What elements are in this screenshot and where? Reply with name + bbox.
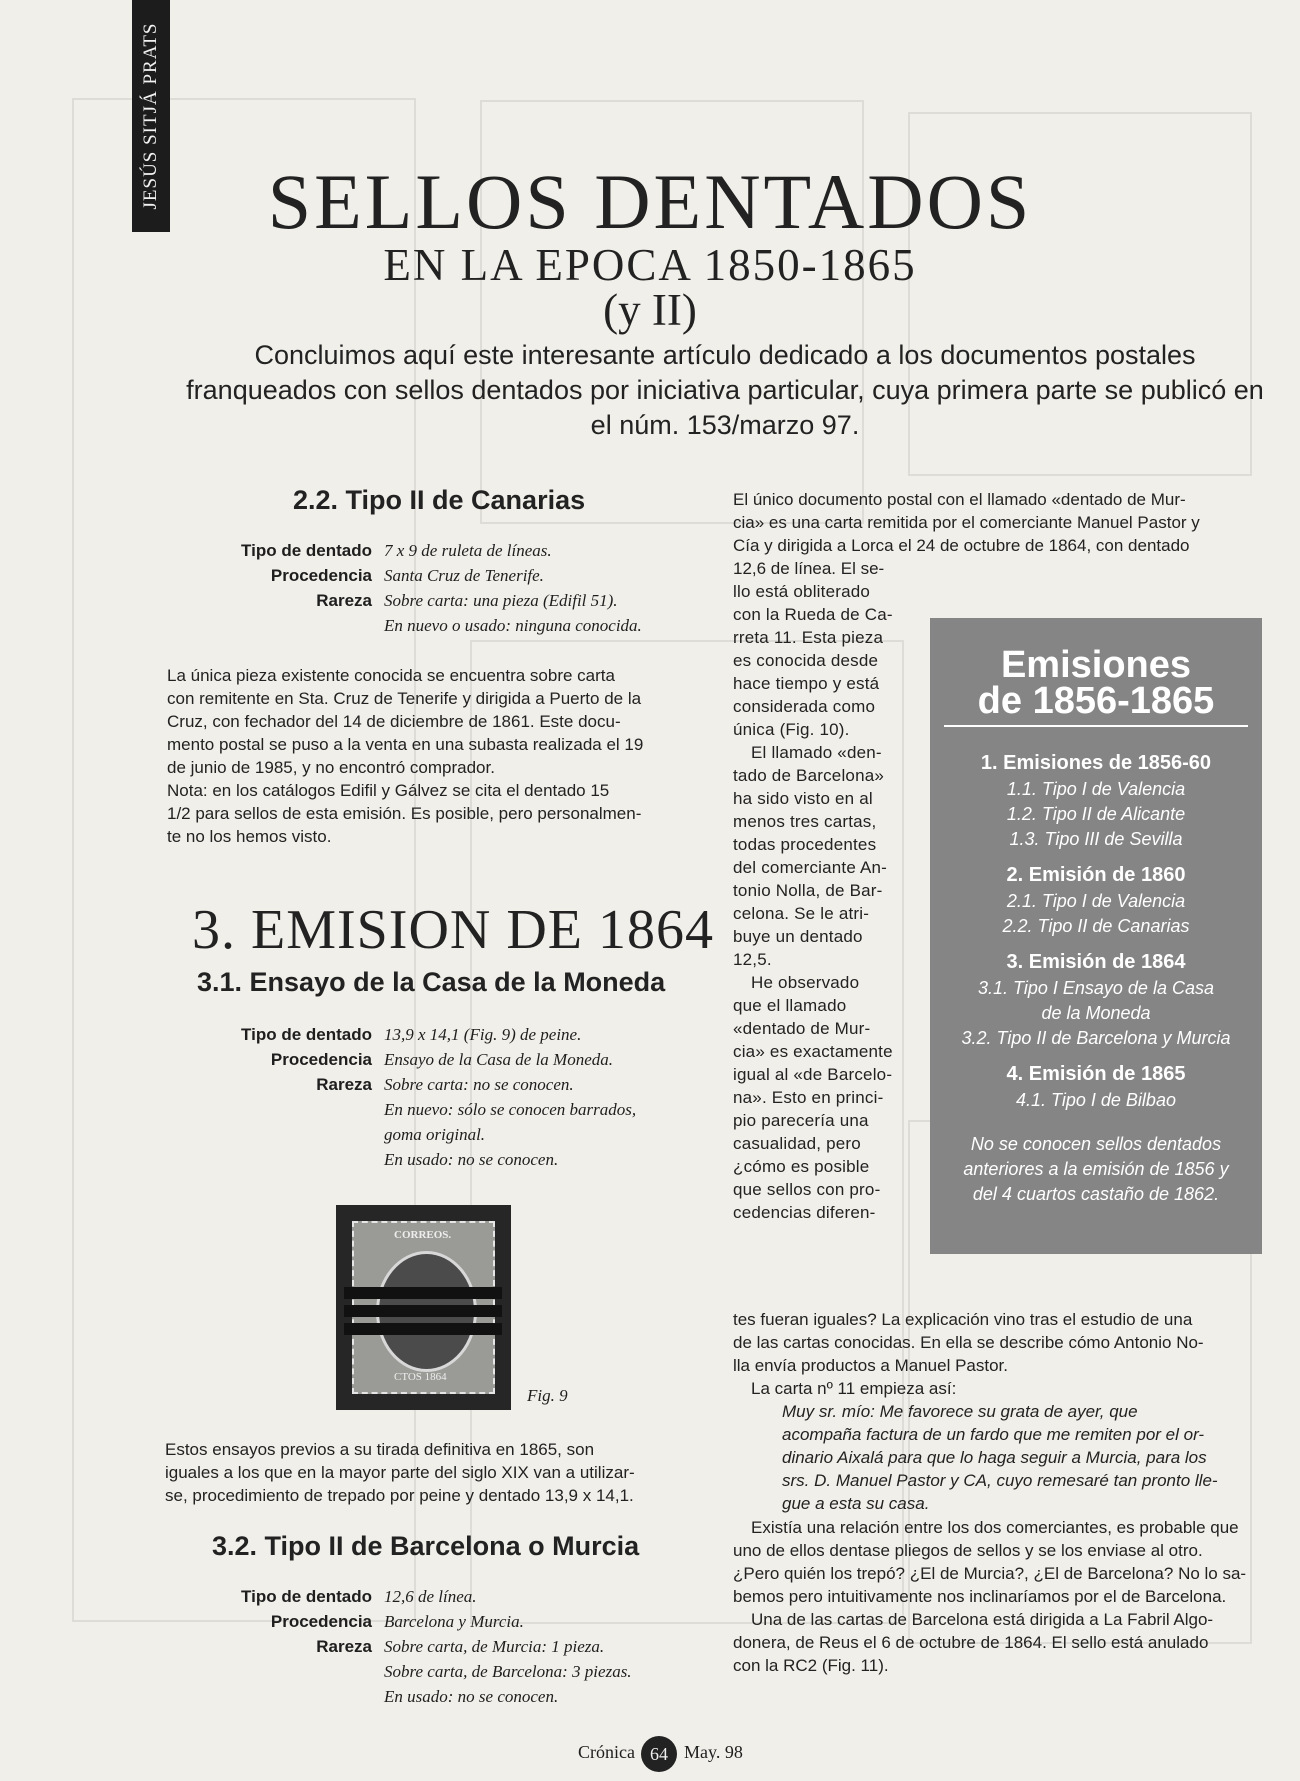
spec-row [172, 1122, 672, 1147]
text-line: He observado [751, 973, 860, 992]
article-title: SELLOS DENTADOS [267, 158, 1033, 245]
text-line: pio parecería una [733, 1111, 869, 1130]
text-line: acompaña factura de un fardo que me remiten por el or- [782, 1425, 1205, 1444]
spec-value: Sobre carta, de Barcelona: 3 piezas. [384, 1662, 632, 1681]
heading-3-1: 3.1. Ensayo de la Casa de la Moneda [197, 967, 666, 997]
text-line: «dentado de Mur- [733, 1019, 871, 1038]
page-footer [0, 1736, 1300, 1776]
text-line: que el llamado [733, 996, 847, 1015]
sidebar-rule [944, 725, 1248, 727]
sidebar-item: 3.1. Tipo I Ensayo de la Casa [978, 978, 1214, 998]
spec-value: En usado: no se conocen. [384, 1150, 559, 1169]
right-body-narrow [733, 580, 903, 1224]
right-quote [782, 1400, 1261, 1515]
text-line: na». Esto en princi- [733, 1088, 884, 1107]
spec-row [172, 538, 672, 563]
spec-key: Rareza [316, 1637, 372, 1656]
spec-list-3-1 [172, 1022, 672, 1174]
sidebar-box [930, 618, 1262, 1254]
text-line: gue a esta su casa. [782, 1494, 930, 1513]
stamp-cancel-bar [344, 1287, 502, 1299]
sidebar-section-heading: 3. Emisión de 1864 [1006, 951, 1186, 973]
sidebar-item: 4.1. Tipo I de Bilbao [1016, 1090, 1176, 1110]
sidebar-section-heading: 2. Emisión de 1860 [1006, 864, 1186, 886]
text-line: mento postal se puso a la venta en una subasta realizada el 19 [167, 735, 644, 754]
text-line: Nota: en los catálogos Edifil y Gálvez se cita el dentado 15 [167, 781, 610, 800]
spec-value: Barcelona y Murcia. [384, 1612, 524, 1631]
sidebar-item: de la Moneda [1041, 1003, 1151, 1023]
spec-key: Procedencia [270, 1612, 372, 1631]
text-line: con la Rueda de Ca- [733, 605, 893, 624]
spec-row [172, 1634, 672, 1659]
sidebar-note: del 4 cuartos castaño de 1862. [972, 1184, 1220, 1204]
text-line: Muy sr. mío: Me favorece su grata de ayer, que [782, 1402, 1138, 1421]
text-line: donera, de Reus el 6 de octubre de 1864. El sello está anulado [733, 1633, 1209, 1652]
text-line: iguales a los que en la mayor parte del siglo XIX van a utilizar- [165, 1463, 635, 1482]
text-line: tes fueran iguales? La explicación vino tras el estudio de una [733, 1310, 1193, 1329]
spec-value: 12,6 de línea. [384, 1587, 477, 1606]
text-line: La carta nº 11 empieza así: [751, 1379, 957, 1398]
sidebar-title: Emisiones [1000, 644, 1192, 686]
text-line: 12,5. [733, 950, 772, 969]
spec-row [172, 1659, 672, 1684]
stamp-cancel-bar [344, 1305, 502, 1317]
spec-value: Sobre carta: una pieza (Edifil 51). [384, 591, 618, 610]
text-line: tado de Barcelona» [733, 766, 885, 785]
text-line: buye un dentado [733, 927, 863, 946]
text-line: que sellos con pro- [733, 1180, 881, 1199]
text-line: 1/2 para sellos de esta emisión. Es posible, pero personalmen- [167, 804, 642, 823]
text-line: con la RC2 (Fig. 11). [733, 1656, 889, 1675]
article-subtitle: EN LA EPOCA 1850-1865 [383, 240, 917, 290]
text-line: llo está obliterado [733, 582, 871, 601]
text-line: Existía una relación entre los dos comerciantes, es probable que [751, 1518, 1239, 1537]
sidebar-item: 1.2. Tipo II de Alicante [1006, 804, 1186, 824]
spec-value: Santa Cruz de Tenerife. [384, 566, 544, 585]
spec-row [172, 588, 672, 613]
spec-value: Ensayo de la Casa de la Moneda. [384, 1050, 613, 1069]
text-line: 12,6 de línea. El se- [733, 559, 885, 578]
text-line: Cía y dirigida a Lorca el 24 de octubre de 1864, con dentado [733, 536, 1190, 555]
text-line: rreta 11. Esta pieza [733, 628, 884, 647]
text-line: lla envía productos a Manuel Pastor. [733, 1356, 1008, 1375]
spec-value: En usado: no se conocen. [384, 1687, 559, 1706]
text-line: uno de ellos dentase pliegos de sellos y se los enviase al otro. [733, 1541, 1203, 1560]
stamp-text-top: CORREOS. [394, 1229, 452, 1241]
spec-row [172, 1022, 672, 1047]
text-line: con remitente en Sta. Cruz de Tenerife y dirigida a Puerto de la [167, 689, 642, 708]
text-line: tonio Nolla, de Bar- [733, 881, 883, 900]
author-name: JESÚS SITJÁ PRATS [140, 22, 161, 210]
intro-paragraph: Concluimos aquí este interesante artículo dedicado a los documentos postales franqueados con sellos dentados por iniciativa particular, cuya primera parte se publicó en el núm. 153/marzo 97. [186, 340, 1264, 440]
spec-value: Sobre carta: no se conocen. [384, 1075, 574, 1094]
text-line: El único documento postal con el llamado «dentado de Mur- [733, 490, 1186, 509]
page-number: 64 [641, 1736, 677, 1772]
text-line: es conocida desde [733, 651, 879, 670]
text-line: del comerciante An- [733, 858, 888, 877]
spec-list-2-2 [172, 538, 672, 640]
text-line: de las cartas conocidas. En ella se describe cómo Antonio No- [733, 1333, 1204, 1352]
text-line: El llamado «den- [751, 743, 882, 762]
sidebar-item: 1.3. Tipo III de Sevilla [1009, 829, 1183, 849]
right-body-bottom [733, 1308, 1261, 1400]
spec-row [172, 1097, 672, 1122]
text-line: Una de las cartas de Barcelona está dirigida a La Fabril Algo- [751, 1610, 1214, 1629]
spec-key: Rareza [316, 1075, 372, 1094]
spec-key: Tipo de dentado [241, 541, 372, 560]
text-line: ha sido visto en al [733, 789, 873, 808]
right-body-end [733, 1516, 1261, 1677]
text-line: de junio de 1985, y no encontró comprador. [167, 758, 495, 777]
text-line: te no los hemos visto. [167, 827, 332, 846]
text-line: La única pieza existente conocida se encuentra sobre carta [167, 666, 615, 685]
spec-row [172, 1072, 672, 1097]
sidebar-title-years: de 1856-1865 [977, 680, 1215, 722]
spec-value: En nuevo: sólo se conocen barrados, [384, 1100, 637, 1119]
text-line: se, procedimiento de trepado por peine y dentado 13,9 x 14,1. [165, 1486, 634, 1505]
text-line: cia» es exactamente [733, 1042, 893, 1061]
sidebar-item: 1.1. Tipo I de Valencia [1006, 779, 1186, 799]
text-line: menos tres cartas, [733, 812, 877, 831]
stamp-text-bottom: CTOS 1864 [394, 1371, 447, 1383]
footer-magazine: Crónica [578, 1742, 635, 1762]
sidebar-item: 3.2. Tipo II de Barcelona y Murcia [961, 1028, 1231, 1048]
stamp-figure-9 [336, 1205, 511, 1410]
spec-row [172, 1584, 672, 1609]
text-line: bemos pero intuitivamente nos inclinaríamos por el de Barcelona. [733, 1587, 1227, 1606]
body-3-1 [165, 1438, 685, 1507]
sidebar-section-heading: 4. Emisión de 1865 [1006, 1063, 1186, 1085]
spec-key: Tipo de dentado [241, 1025, 372, 1044]
stamp-cancel-bar [344, 1323, 502, 1335]
spec-value: 7 x 9 de ruleta de líneas. [384, 541, 552, 560]
spec-row [172, 1684, 672, 1709]
text-line: celona. Se le atri- [733, 904, 870, 923]
article-part: (y II) [603, 285, 697, 335]
text-line: ¿cómo es posible [733, 1157, 870, 1176]
text-line: ¿Pero quién los trepó? ¿El de Murcia?, ¿El de Barcelona? No lo sa- [733, 1564, 1247, 1583]
sidebar-note: anteriores a la emisión de 1856 y [963, 1159, 1229, 1179]
sidebar-item: 2.1. Tipo I de Valencia [1006, 891, 1186, 911]
heading-2-2: 2.2. Tipo II de Canarias [293, 485, 586, 515]
text-line: cedencias diferen- [733, 1203, 876, 1222]
heading-3: 3. EMISION DE 1864 [192, 899, 714, 961]
spec-row [172, 1147, 672, 1172]
spec-row [172, 563, 672, 588]
text-line: igual al «de Barcelo- [733, 1065, 893, 1084]
figure-caption: Fig. 9 [527, 1386, 568, 1405]
text-line: considerada como [733, 697, 876, 716]
spec-key: Rareza [316, 591, 372, 610]
sidebar-note: No se conocen sellos dentados [970, 1134, 1222, 1154]
footer-date: May. 98 [684, 1742, 743, 1762]
spec-value: goma original. [384, 1125, 486, 1144]
spec-list-3-2 [172, 1584, 672, 1712]
sidebar-section-heading: 1. Emisiones de 1856-60 [980, 752, 1212, 774]
spec-value: 13,9 x 14,1 (Fig. 9) de peine. [384, 1025, 582, 1044]
text-line: dinario Aixalá para que lo haga seguir a Murcia, para los [782, 1448, 1207, 1467]
text-line: srs. D. Manuel Pastor y CA, cuyo remesaré tan pronto lle- [782, 1471, 1218, 1490]
spec-row [172, 1609, 672, 1634]
spec-key: Tipo de dentado [241, 1587, 372, 1606]
text-line: única (Fig. 10). [733, 720, 850, 739]
spec-key: Procedencia [270, 1050, 372, 1069]
sidebar-item: 2.2. Tipo II de Canarias [1002, 916, 1190, 936]
text-line: Cruz, con fechador del 14 de diciembre de 1861. Este docu- [167, 712, 621, 731]
spec-value: En nuevo o usado: ninguna conocida. [384, 616, 642, 635]
text-line: cia» es una carta remitida por el comerciante Manuel Pastor y [733, 513, 1200, 532]
text-line: Estos ensayos previos a su tirada definitiva en 1865, son [165, 1440, 595, 1459]
text-line: hace tiempo y está [733, 674, 880, 693]
text-line: todas procedentes [733, 835, 877, 854]
spec-key: Procedencia [270, 566, 372, 585]
right-body-top [733, 488, 1261, 580]
heading-3-2: 3.2. Tipo II de Barcelona o Murcia [212, 1531, 640, 1561]
spec-row [172, 1047, 672, 1072]
spec-row [172, 613, 672, 638]
spec-value: Sobre carta, de Murcia: 1 pieza. [384, 1637, 605, 1656]
body-2-2 [167, 664, 691, 848]
text-line: casualidad, pero [733, 1134, 861, 1153]
